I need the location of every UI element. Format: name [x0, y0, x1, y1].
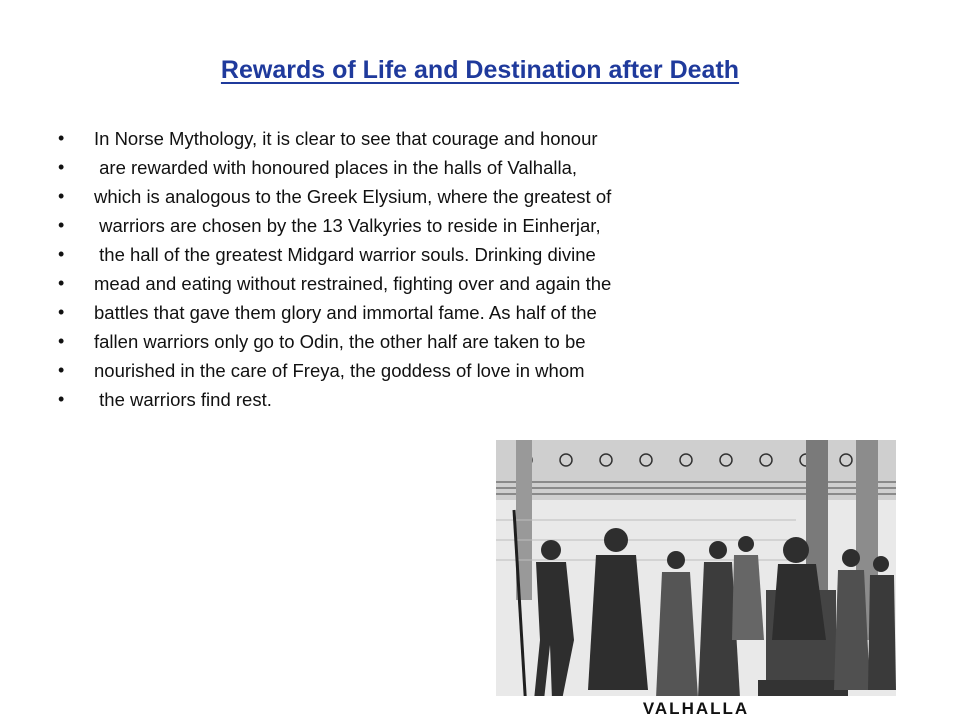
bullet-text: the hall of the greatest Midgard warrior souls. Drinking divine	[94, 244, 596, 265]
bullet-icon: •	[58, 215, 65, 235]
bullet-text: warriors are chosen by the 13 Valkyries to reside in Einherjar,	[94, 215, 601, 236]
valhalla-engraving	[496, 440, 896, 720]
list-item	[58, 356, 918, 385]
bullet-icon: •	[58, 186, 65, 206]
list-item	[58, 327, 918, 356]
bullet-text: nourished in the care of Freya, the goddess of love in whom	[94, 360, 585, 381]
bullet-text: fallen warriors only go to Odin, the other half are taken to be	[94, 331, 586, 352]
list-item	[58, 240, 918, 269]
bullet-list	[58, 124, 918, 414]
bullet-icon: •	[58, 157, 65, 177]
image-caption: VALHALLA	[496, 696, 896, 720]
bullet-text: are rewarded with honoured places in the halls of Valhalla,	[94, 157, 578, 178]
bullet-icon: •	[58, 360, 65, 380]
slide-title: Rewards of Life and Destination after Death	[220, 56, 740, 84]
bullet-text: mead and eating without restrained, fighting over and again the	[94, 273, 612, 294]
list-item	[58, 153, 918, 182]
list-item	[58, 182, 918, 211]
bullet-icon: •	[58, 389, 65, 409]
engraving-illustration	[496, 440, 896, 720]
bullet-text: which is analogous to the Greek Elysium, where the greatest of	[94, 186, 612, 207]
list-item	[58, 269, 918, 298]
list-item	[58, 298, 918, 327]
list-item	[58, 211, 918, 240]
bullet-icon: •	[58, 244, 65, 264]
bullet-icon: •	[58, 128, 65, 148]
list-item	[58, 124, 918, 153]
bullet-text: battles that gave them glory and immortal fame. As half of the	[94, 302, 597, 323]
bullet-text: In Norse Mythology, it is clear to see that courage and honour	[94, 128, 598, 149]
bullet-text: the warriors find rest.	[94, 389, 272, 410]
list-item	[58, 385, 918, 414]
bullet-icon: •	[58, 273, 65, 293]
bullet-icon: •	[58, 331, 65, 351]
bullet-icon: •	[58, 302, 65, 322]
